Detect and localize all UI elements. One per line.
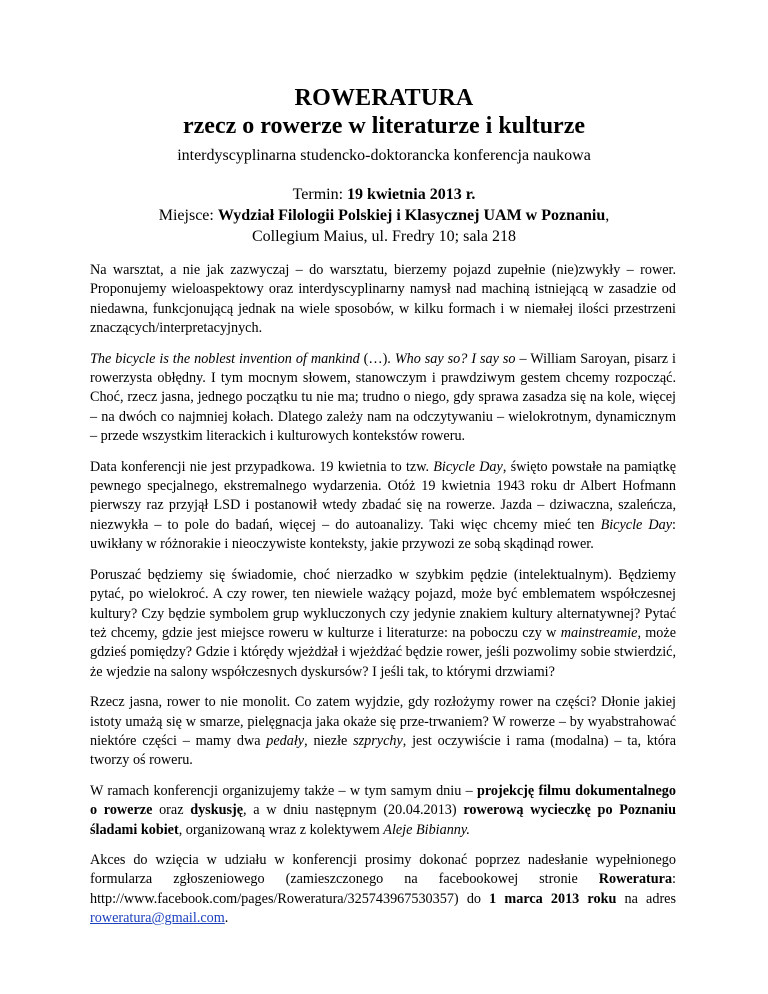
text-segment: : uwikłany w różnorakie i nieoczywiste konteksty, jakie przywozi ze sobą skądinąd rower. xyxy=(90,516,676,553)
place-suffix: , xyxy=(605,207,610,224)
email-link[interactable]: roweratura@gmail.com xyxy=(90,910,225,927)
emphasis: mainstreamie xyxy=(560,624,638,641)
conference-subtitle: rzecz o rowerze w literaturze i kulturze xyxy=(182,113,585,139)
text-segment: , święto powstałe na pamiątkę pewnego specjalnego, ekstremalnego wydarzenia. Otóż 19 kwietnia 1943 roku dr Albert Hofmann pierwszy raz przyjął LSD i postanowił wtedy zbadać się na rowerze. Jazda – dziwaczna, szaleńcza, niezwykła – to pole do badań, więcej – do autoanalizy. Taki więc chcemy mieć ten xyxy=(90,458,676,533)
place-value: Wydział Filologii Polskiej i Klasycznej UAM w Poznaniu xyxy=(217,207,606,224)
emphasis: Aleje Bibianny. xyxy=(383,821,470,838)
quote-italic-2: Who say so? I say so xyxy=(394,350,516,367)
quote-italic: The bicycle is the noblest invention of mankind xyxy=(90,350,360,367)
paragraph-questions xyxy=(90,566,676,682)
paragraph-intro: Na warsztat, a nie jak zazwyczaj – do warsztatu, bierzemy pojazd zupełnie (nie)zwykły – rower. Proponujemy wieloaspektowy oraz interdyscyplinarny namysł nad machiną istniejącą w zasadzie od niedawna, funkcjonującą jednak na wiele sposobów, w kilku formach i w niemałej ilości przestrzeni znaczących/interpretacyjnych. xyxy=(90,262,676,337)
conference-info xyxy=(0,184,768,247)
date-value: 19 kwietnia 2013 r. xyxy=(347,186,476,203)
body-text xyxy=(90,261,676,940)
bold-text: dyskusję xyxy=(190,802,244,819)
text-segment: . xyxy=(224,910,229,927)
text-segment: : http://www.facebook.com/pages/Roweratura/325743967530357) do xyxy=(90,871,676,907)
place-line xyxy=(0,205,768,226)
text-segment: Rzecz jasna, rower to nie monolit. Co zatem wyjdzie, gdy rozłożymy rower na części? Dłonie jakiej istoty umażą się w smarze, pielęgnacja jaka okaże się prze-trwaniem? W rowerze – by wyabstrahować niektóre części – mamy dwa xyxy=(90,694,676,749)
paragraph-saroyan xyxy=(90,350,676,447)
bold-text: Roweratura xyxy=(598,871,673,888)
text-segment: W ramach konferencji organizujemy także – w tym samym dniu – xyxy=(90,782,477,799)
paragraph-events xyxy=(90,782,676,840)
text-segment: na adres xyxy=(616,890,676,907)
emphasis: pedały xyxy=(266,732,305,749)
text-segment: , organizowaną wraz z kolektywem xyxy=(178,821,384,838)
bold-text: projekcję filmu dokumentalnego o rowerze xyxy=(90,782,676,819)
paragraph-bicycle-day xyxy=(90,458,676,555)
emphasis: szprychy xyxy=(353,732,403,749)
bold-text: rowerową wycieczkę po Poznaniu śladami kobiet xyxy=(90,802,677,838)
text-segment: Poruszać będziemy się świadomie, choć nierzadko w szybkim pędzie (intelektualnym). Będziemy pytać, po wielokroć. A czy rower, ten niewiele ważący pojazd, może być emblematem współczesnej kultury? Czy będzie symbolem grup wykluczonych czy jedynie znakiem kultury alternatywnej? Pytać też chcemy, gdzie jest miejsce roweru w kulturze i literaturze: na poboczu czy w xyxy=(90,566,676,641)
conference-kind: interdyscyplinarna studencko-doktorancka konferencja naukowa xyxy=(177,147,591,164)
saroyan-text: – William Saroyan, pisarz i rowerzysta obłędny. I tym mocnym słowem, stanowczym i prawdziwym gestem chcemy rozpocząć. Choć, rzecz jasna, jednego początku tu nie ma; trudno o niego, gdy sprawa zasadza się na kole, więcej – na dwóch co najmniej kołach. Dlatego zależy nam na odczytywaniu – wielokrotnym, dynamicznym – przede wszystkim literackich i kulturowych kontekstów roweru. xyxy=(90,350,676,445)
text-segment: , może gdzieś pomiędzy? Gdzie i którędy wjeżdżał i wjeżdżać będzie rower, jeśli pozwolimy sobie stwierdzić, że wjedzie na salony współczesnych dyskursów? I jeśli tak, to którymi drzwiami? xyxy=(90,624,676,680)
text-segment: oraz xyxy=(152,802,191,819)
quote-ellipsis: (…). xyxy=(359,350,395,367)
text-segment: , jest oczywiście i rama (modalna) – ta, która tworzy oś roweru. xyxy=(90,732,676,769)
paragraph-parts xyxy=(90,693,676,771)
text-segment: Akces do wzięcia w udziału w konferencji prosimy dokonać poprzez nadesłanie wypełnionego formularza zgłoszeniowego (zamieszczonego na facebookowej stronie xyxy=(90,851,676,888)
text-segment: , niezłe xyxy=(304,732,354,749)
paragraph-registration xyxy=(90,851,676,929)
text-segment: , a w dniu następnym (20.04.2013) xyxy=(243,802,464,819)
date-label: Termin: xyxy=(292,186,348,203)
emphasis: Bicycle Day xyxy=(433,458,503,475)
date-line xyxy=(0,184,768,205)
conference-title: ROWERATURA xyxy=(294,85,474,111)
bold-text: 1 marca 2013 roku xyxy=(489,890,617,907)
text-segment: Data konferencji nie jest przypadkowa. 19 kwietnia to tzw. xyxy=(90,458,434,475)
place-label: Miejsce: xyxy=(158,207,218,224)
venue-line: Collegium Maius, ul. Fredry 10; sala 218 xyxy=(252,228,516,245)
emphasis: Bicycle Day xyxy=(600,516,673,533)
